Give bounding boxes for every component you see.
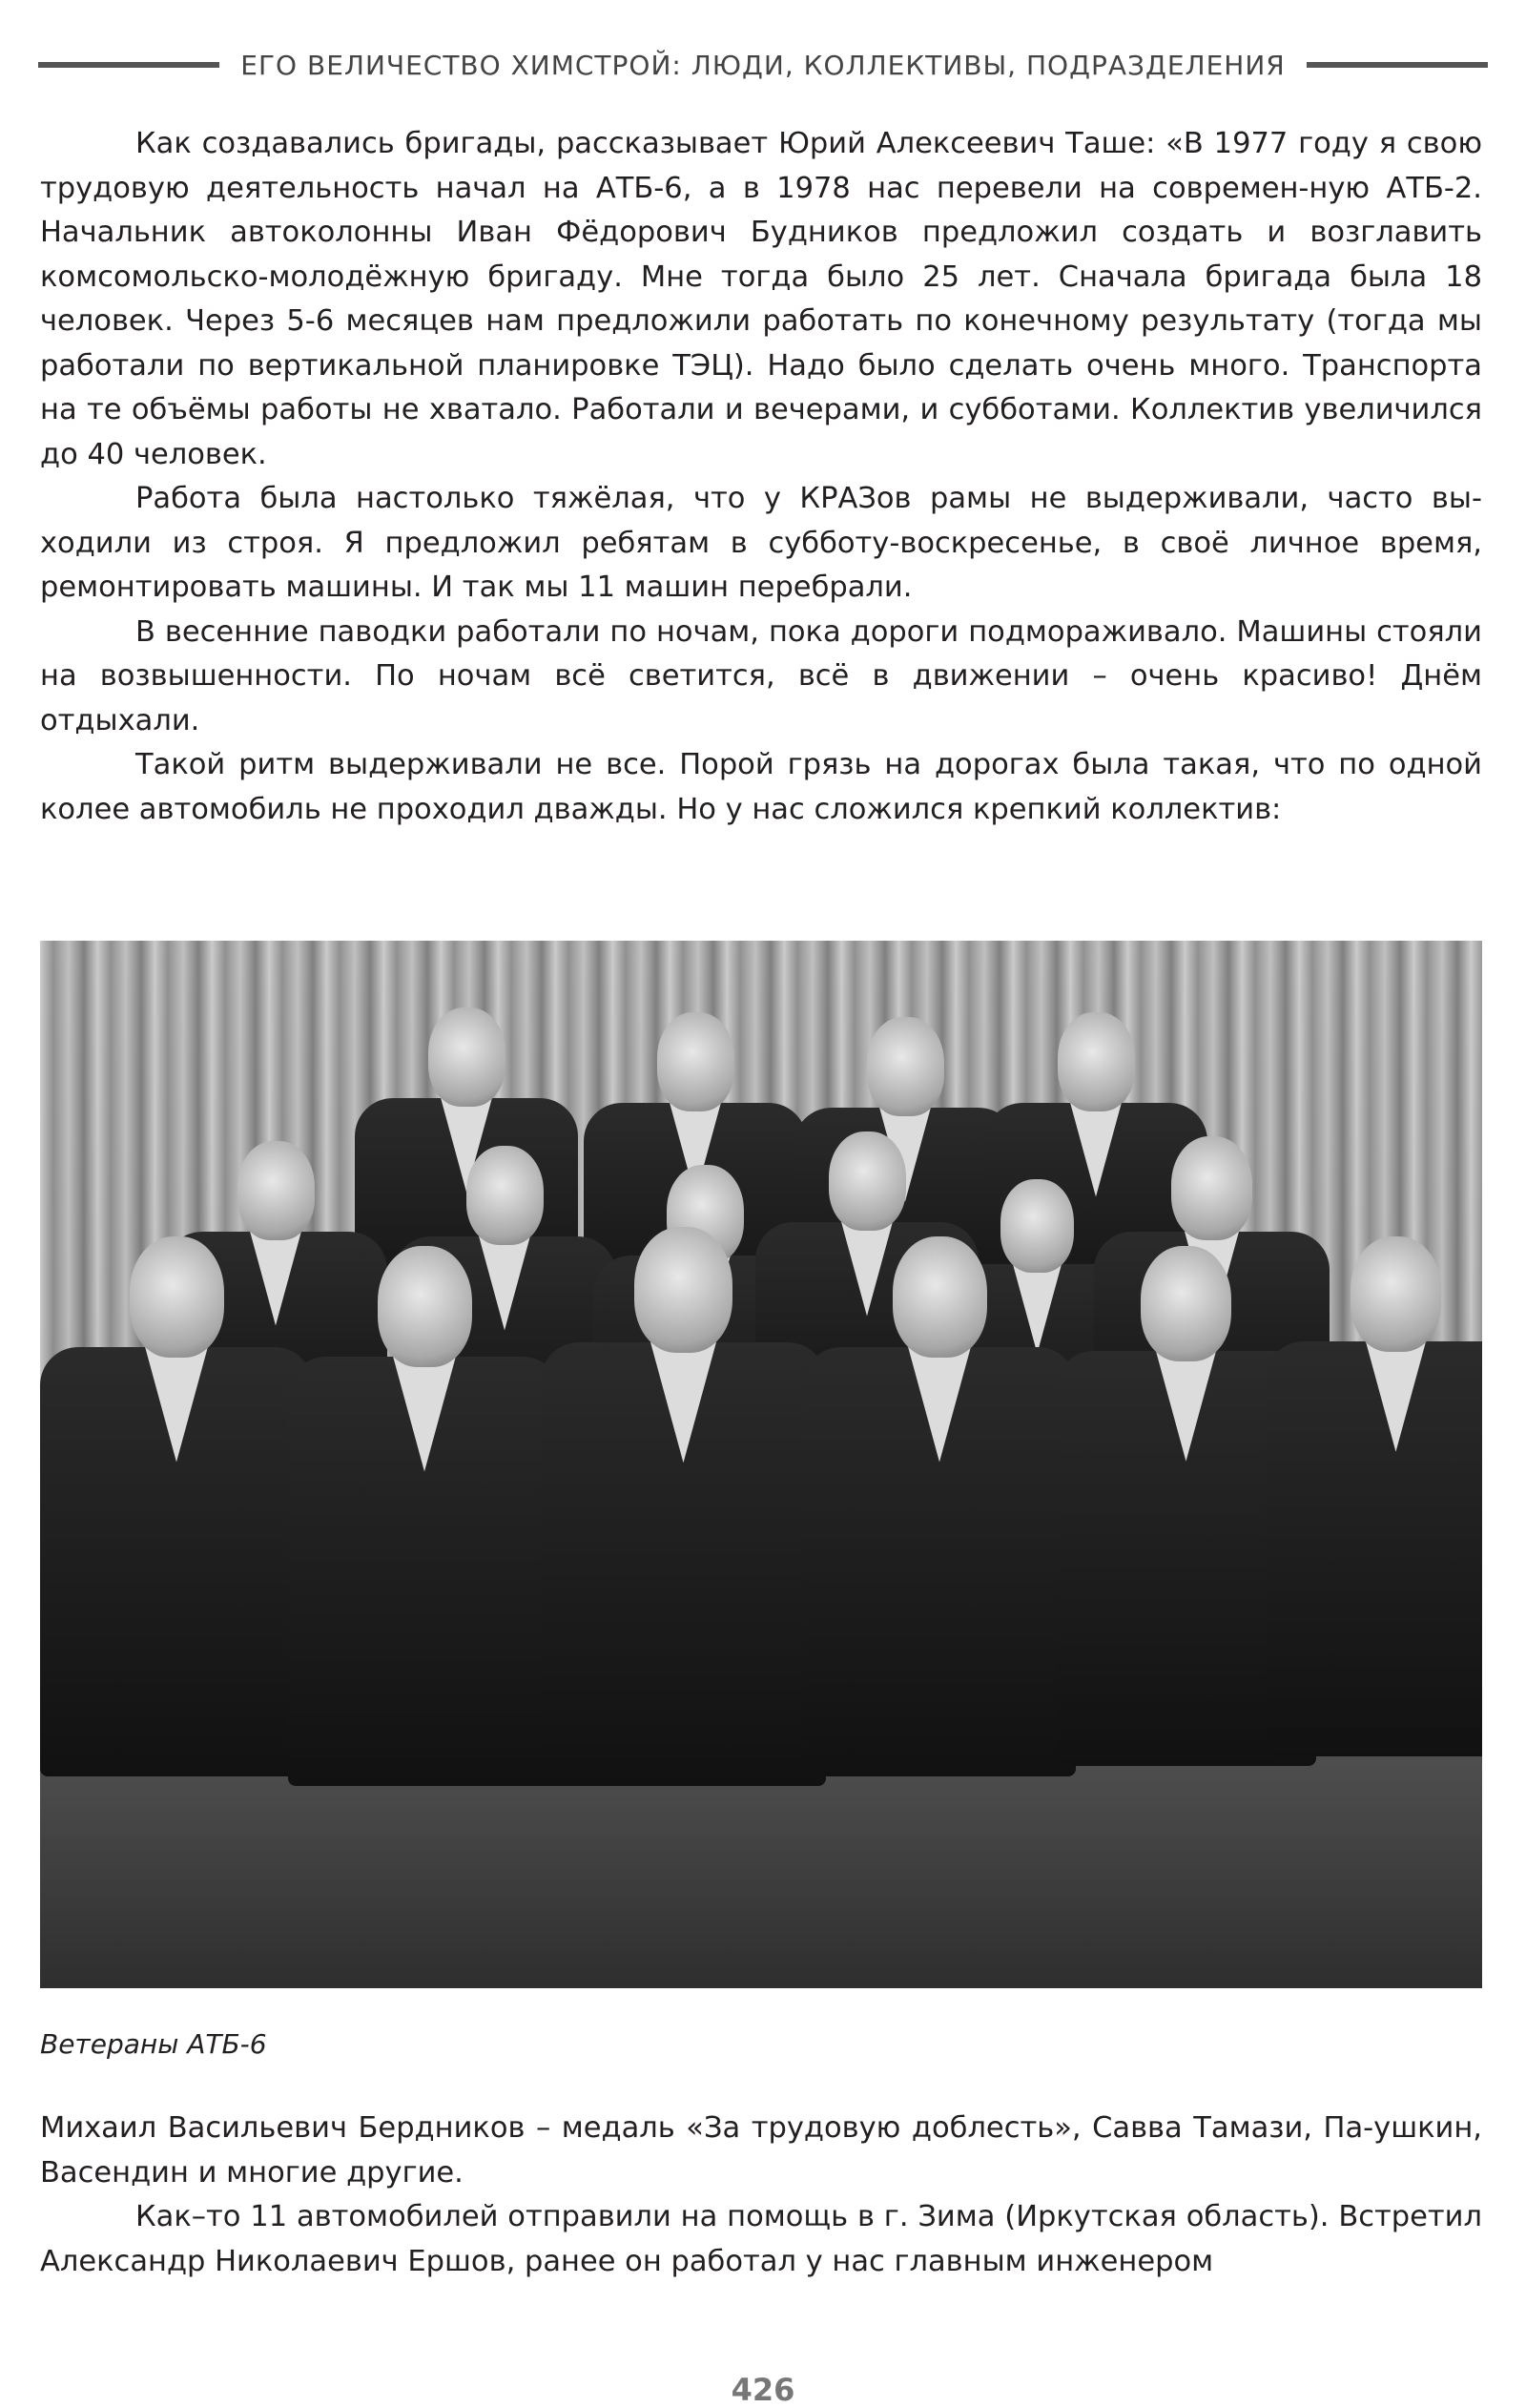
photo-caption: Ветераны АТБ-6 <box>40 2028 267 2060</box>
body-text-top <box>40 122 1482 832</box>
paragraph: Как–то 11 автомобилей отправили на помощь в г. Зима (Иркутская область). Встретил Александр Николаевич Ершов, ранее он работал у нас главным инженером <box>40 2200 1482 2278</box>
photo-person <box>1266 1236 1482 1752</box>
page-number: 426 <box>731 2372 795 2408</box>
paragraph: В весенние паводки работали по ночам, пока дороги подмораживало. Машины стояли на возвышенности. По ночам всё светится, всё в движении – очень красиво! Днём отдыхали. <box>40 614 1482 737</box>
header-rule-right <box>1307 62 1488 68</box>
paragraph: Как создавались бригады, рассказывает Юрий Алексеевич Таше: «В 1977 году я свою трудовую деятельность начал на АТБ-6, а в 1978 нас перевели на современ-ную АТБ-2. Начальник автоколонны Иван Фёдорович Будников предложил создать и возглавить комсомольско-молодёжную бригаду. Мне тогда было 25 лет. Сначала бригада была 18 человек. Через 5-6 месяцев нам предложили работать по конечному результату (тогда мы работали по вертикальной планировке ТЭЦ). Надо было сделать очень много. Транспорта на те объёмы работы не хватало. Работали и вечерами, и субботами. Коллектив увеличился до 40 человек. <box>40 127 1482 471</box>
header-title: ЕГО ВЕЛИЧЕСТВО ХИМСТРОЙ: ЛЮДИ, КОЛЛЕКТИВЫ, ПОДРАЗДЕЛЕНИЯ <box>240 49 1286 81</box>
running-header <box>38 44 1488 86</box>
paragraph: Такой ритм выдерживали не все. Порой грязь на дорогах была такая, что по одной колее автомобиль не проходил дважды. Но у нас сложился крепкий коллектив: <box>40 748 1482 826</box>
photo-person <box>803 1236 1076 1771</box>
body-text-bottom <box>40 2107 1482 2284</box>
photo-person <box>40 1236 313 1771</box>
paragraph: Михаил Васильевич Бердников – медаль «За трудовую доблесть», Савва Тамази, Па-ушкин, Васендин и многие другие. <box>40 2111 1482 2190</box>
photo-person <box>288 1246 561 1780</box>
paragraph: Работа была настолько тяжёлая, что у КРАЗов рамы не выдерживали, часто вы-ходили из строя. Я предложил ребятам в субботу-воскресенье, в своё личное время, ремонтировать машины. И так мы 11 машин перебрали. <box>40 482 1482 604</box>
header-rule-left <box>38 62 219 68</box>
photo-person <box>541 1227 826 1780</box>
group-photo <box>40 941 1482 1988</box>
